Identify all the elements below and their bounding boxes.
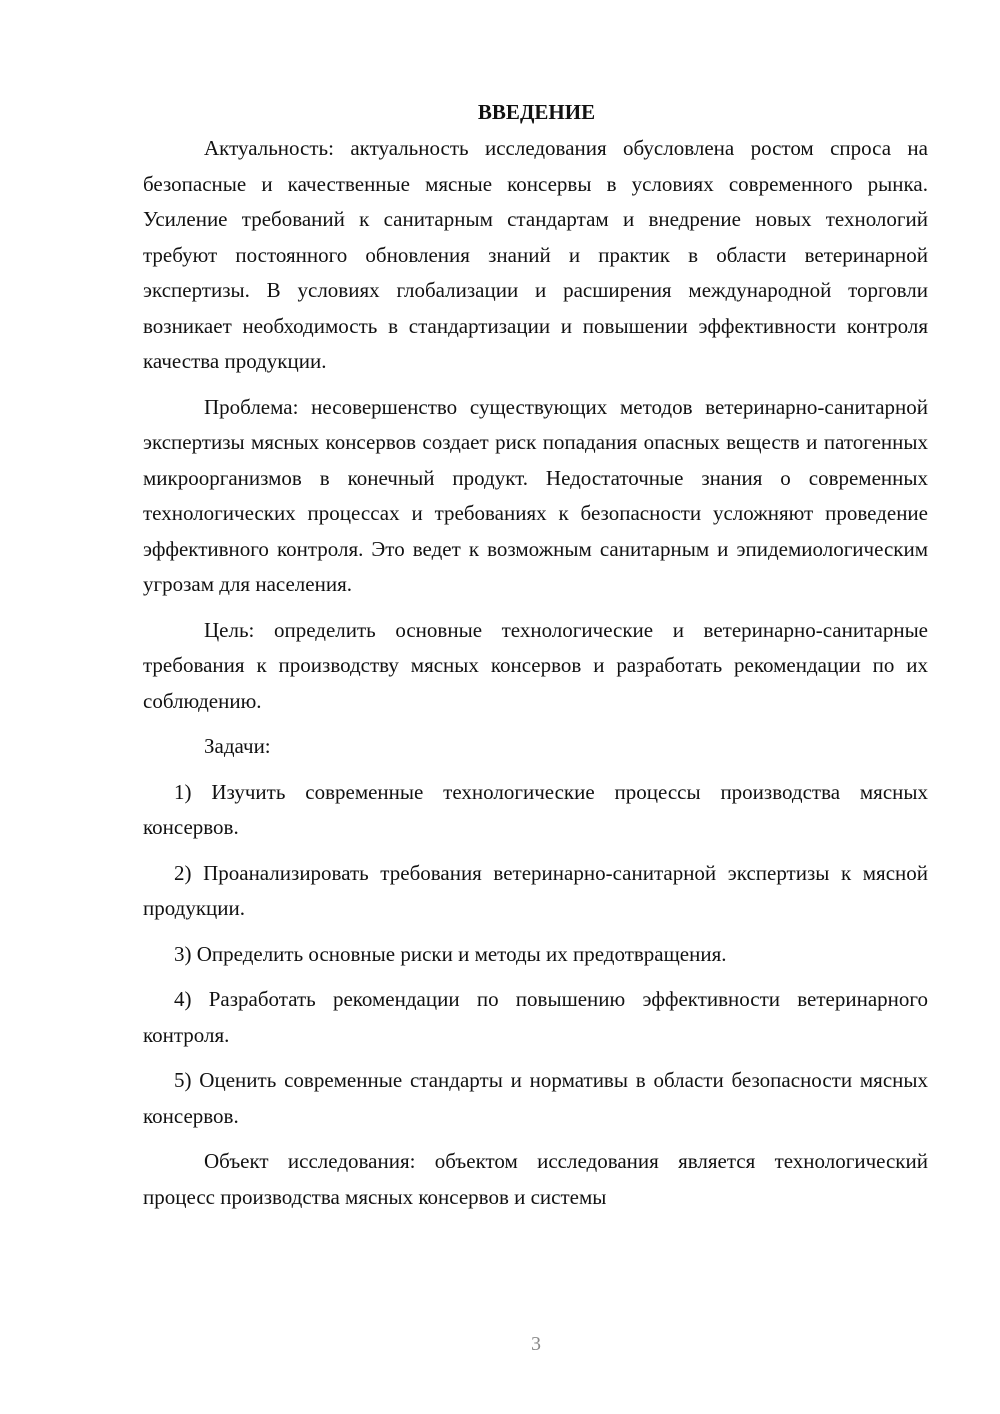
paragraph-relevance: Актуальность: актуальность исследования обусловлена ростом спроса на безопасные и качественные мясные консервы в условиях современного рынка. Усиление требований к санитарным стандартам и внедрение новых технологий требуют постоянного обновления знаний и практик в области ветеринарной экспертизы. В условиях глобализации и расширения международной торговли возникает необходимость в стандартизации и повышении эффективности контроля качества продукции. xyxy=(143,136,928,373)
paragraph-goal: Цель: определить основные технологические и ветеринарно-санитарные требования к производству мясных консервов и разработать рекомендации по их соблюдению. xyxy=(143,617,928,713)
task-item-2: 2) Проанализировать требования ветеринарно-санитарной экспертизы к мясной продукции. xyxy=(143,860,928,920)
paragraph-object: Объект исследования: объектом исследования является технологический процесс производства мясных консервов и системы xyxy=(143,1149,928,1209)
task-item-5: 5) Оценить современные стандарты и нормативы в области безопасности мясных консервов. xyxy=(143,1068,928,1128)
tasks-heading: Задачи: xyxy=(204,734,271,758)
task-item-3: 3) Определить основные риски и методы их предотвращения. xyxy=(174,941,727,966)
task-item-4: 4) Разработать рекомендации по повышению эффективности ветеринарного контроля. xyxy=(143,987,928,1047)
paragraph-problem: Проблема: несовершенство существующих методов ветеринарно-санитарной экспертизы мясных консервов создает риск попадания опасных веществ и патогенных микроорганизмов в конечный продукт. Недостаточные знания о современных технологических процессах и требованиях к безопасности усложняют проведение эффективного контроля. Это ведет к возможным санитарным и эпидемиологическим угрозам для населения. xyxy=(143,394,928,596)
page-content xyxy=(143,95,928,1215)
section-heading: ВВЕДЕНИЕ xyxy=(477,100,596,124)
page-number: 3 xyxy=(531,1333,541,1355)
task-item-1: 1) Изучить современные технологические процессы производства мясных консервов. xyxy=(143,779,928,839)
